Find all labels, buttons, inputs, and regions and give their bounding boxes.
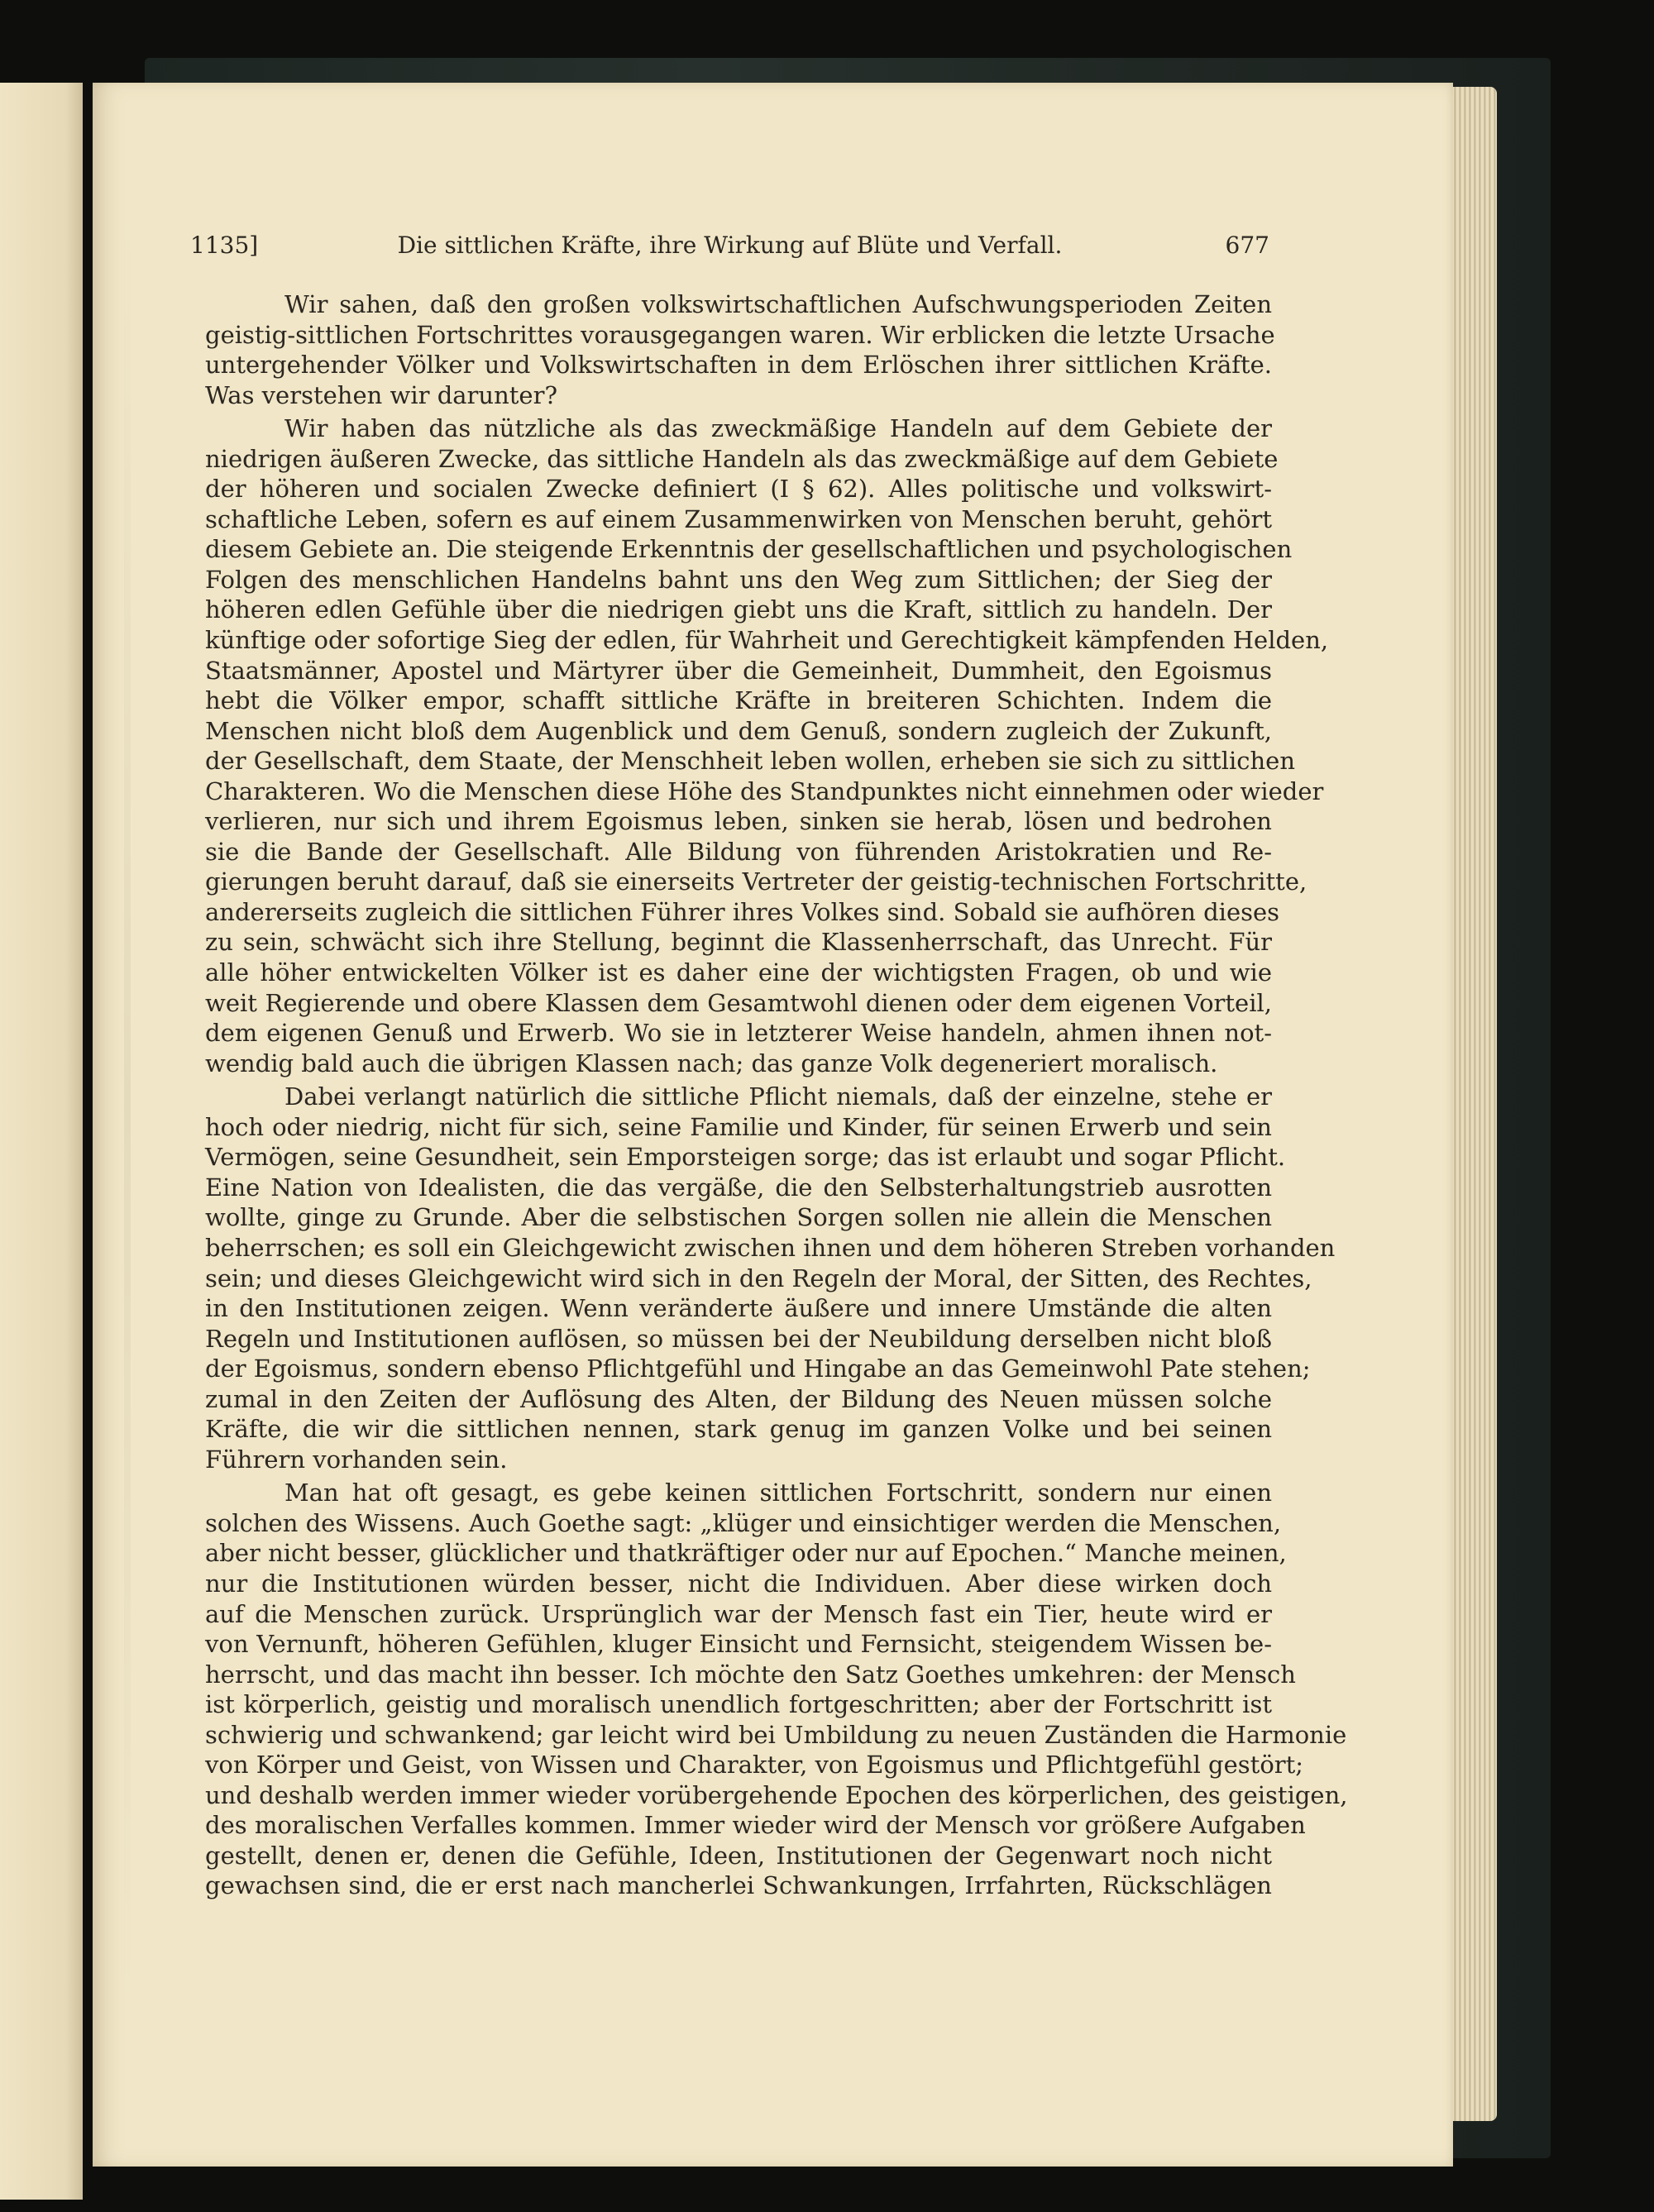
text-line: alle höher entwickelten Völker ist es daher eine der wichtigsten Fragen, ob und wie	[205, 958, 1272, 987]
gutter-shadow	[124, 198, 131, 2018]
text-line: Regeln und Institutionen auflösen, so müssen bei der Neubildung derselben nicht bloß	[205, 1324, 1272, 1353]
text-line: niedrigen äußeren Zwecke, das sittliche Handeln als das zweckmäßige auf dem Gebiete	[205, 444, 1279, 473]
text-line: künftige oder sofortige Sieg der edlen, für Wahrheit und Gerechtigkeit kämpfenden Helden,	[205, 626, 1329, 655]
running-header	[190, 223, 1269, 268]
text-line: dem eigenen Genuß und Erwerb. Wo sie in letzterer Weise handeln, ahmen ihnen not-	[205, 1019, 1272, 1048]
text-line: weit Regierende und obere Klassen dem Gesamtwohl dienen oder dem eigenen Vorteil,	[205, 988, 1272, 1017]
body-text	[205, 289, 1348, 1901]
text-line: von Vernunft, höheren Gefühlen, kluger Einsicht und Fernsicht, steigendem Wissen be-	[205, 1630, 1272, 1659]
text-line: Was verstehen wir darunter?	[205, 380, 557, 409]
text-line: hebt die Völker empor, schafft sittliche Kräfte in breiteren Schichten. Indem die	[205, 686, 1272, 715]
text-line: wollte, ginge zu Grunde. Aber die selbstischen Sorgen sollen nie allein die Menschen	[205, 1203, 1272, 1232]
text-line: und deshalb werden immer wieder vorübergehende Epochen des körperlichen, des geistigen,	[205, 1780, 1348, 1809]
text-line: gewachsen sind, die er erst nach mancherlei Schwankungen, Irrfahrten, Rückschlägen	[205, 1871, 1272, 1900]
text-line: andererseits zugleich die sittlichen Führer ihres Volkes sind. Sobald sie aufhören dieses	[205, 897, 1280, 926]
text-line: Führern vorhanden sein.	[205, 1445, 508, 1474]
text-line: höheren edlen Gefühle über die niedrigen giebt uns die Kraft, sittlich zu handeln. Der	[205, 595, 1272, 624]
text-line: Eine Nation von Idealisten, die das vergäße, die den Selbsterhaltungstrieb ausrotten	[205, 1173, 1272, 1202]
text-line: der höheren und socialen Zwecke definiert (I § 62). Alles politische und volkswirt-	[205, 475, 1272, 504]
text-line: geistig-sittlichen Fortschrittes vorausgegangen waren. Wir erblicken die letzte Ursache	[205, 320, 1275, 349]
text-line: auf die Menschen zurück. Ursprünglich war der Mensch fast ein Tier, heute wird er	[205, 1599, 1272, 1628]
text-line: Kräfte, die wir die sittlichen nennen, stark genug im ganzen Volke und bei seinen	[205, 1415, 1272, 1444]
text-line: zumal in den Zeiten der Auflösung des Alten, der Bildung des Neuen müssen solche	[205, 1384, 1272, 1413]
text-line: herrscht, und das macht ihn besser. Ich möchte den Satz Goethes umkehren: der Mensch	[205, 1660, 1296, 1689]
text-line: Staatsmänner, Apostel und Märtyrer über die Gemeinheit, Dummheit, den Egoismus	[205, 656, 1272, 685]
page-number: 677	[1225, 232, 1269, 259]
header-title: Die sittlichen Kräfte, ihre Wirkung auf Blüte und Verfall.	[397, 232, 1063, 259]
text-line: schaftliche Leben, sofern es auf einem Zusammenwirken von Menschen beruht, gehört	[205, 504, 1272, 533]
text-line: zu sein, schwächt sich ihre Stellung, beginnt die Klassenherrschaft, das Unrecht. Für	[205, 928, 1272, 957]
text-line: sein; und dieses Gleichgewicht wird sich in den Regeln der Moral, der Sitten, des Rechtes,	[205, 1264, 1312, 1292]
text-line: hoch oder niedrig, nicht für sich, seine Familie und Kinder, für seinen Erwerb und sein	[205, 1112, 1272, 1141]
text-line: Folgen des menschlichen Handelns bahnt uns den Weg zum Sittlichen; der Sieg der	[205, 565, 1272, 594]
text-line: des moralischen Verfalles kommen. Immer wieder wird der Mensch vor größere Aufgaben	[205, 1811, 1306, 1840]
text-line: Dabei verlangt natürlich die sittliche Pflicht niemals, daß der einzelne, stehe er	[284, 1082, 1272, 1111]
text-line: Vermögen, seine Gesundheit, sein Emporsteigen sorge; das ist erlaubt und sogar Pflicht.	[205, 1143, 1286, 1172]
text-line: Menschen nicht bloß dem Augenblick und dem Genuß, sondern zugleich der Zukunft,	[205, 716, 1272, 745]
text-line: Man hat oft gesagt, es gebe keinen sittlichen Fortschritt, sondern nur einen	[284, 1479, 1272, 1507]
text-line: in den Institutionen zeigen. Wenn veränderte äußere und innere Umstände die alten	[205, 1294, 1272, 1323]
text-line: wendig bald auch die übrigen Klassen nach; das ganze Volk degeneriert moralisch.	[205, 1049, 1218, 1077]
text-line: beherrschen; es soll ein Gleichgewicht zwischen ihnen und dem höheren Streben vorhanden	[205, 1233, 1336, 1262]
header-left-number: 1135]	[190, 232, 259, 259]
text-line: diesem Gebiete an. Die steigende Erkenntnis der gesellschaftlichen und psychologischen	[205, 535, 1293, 564]
text-line: sie die Bande der Gesellschaft. Alle Bildung von führenden Aristokratien und Re-	[205, 837, 1272, 866]
text-line: der Egoismus, sondern ebenso Pflichtgefühl und Hingabe an das Gemeinwohl Pate stehen;	[205, 1354, 1311, 1383]
text-line: nur die Institutionen würden besser, nicht die Individuen. Aber diese wirken doch	[205, 1569, 1272, 1598]
text-line: untergehender Völker und Volkswirtschaften in dem Erlöschen ihrer sittlichen Kräfte.	[205, 351, 1272, 380]
text-line: von Körper und Geist, von Wissen und Charakter, von Egoismus und Pflichtgefühl gestört;	[205, 1751, 1304, 1780]
left-page-edge	[0, 83, 83, 2200]
text-line: schwierig und schwankend; gar leicht wird bei Umbildung zu neuen Zuständen die Harmonie	[205, 1720, 1347, 1749]
text-line: solchen des Wissens. Auch Goethe sagt: „klüger und einsichtiger werden die Menschen,	[205, 1508, 1282, 1537]
text-line: aber nicht besser, glücklicher und thatkräftiger oder nur auf Epochen.“ Manche meinen,	[205, 1539, 1287, 1568]
text-line: der Gesellschaft, dem Staate, der Menschheit leben wollen, erheben sie sich zu sittlichen	[205, 747, 1295, 776]
text-line: gestellt, denen er, denen die Gefühle, Ideen, Institutionen der Gegenwart noch nicht	[205, 1841, 1272, 1870]
text-line: ist körperlich, geistig und moralisch unendlich fortgeschritten; aber der Fortschritt ist	[205, 1690, 1272, 1719]
text-line: Charakteren. Wo die Menschen diese Höhe des Standpunktes nicht einnehmen oder wieder	[205, 776, 1324, 805]
text-line: gierungen beruht darauf, daß sie einerseits Vertreter der geistig-technischen Fortschritte,	[205, 867, 1307, 896]
text-line: verlieren, nur sich und ihrem Egoismus leben, sinken sie herab, lösen und bedrohen	[205, 807, 1272, 836]
text-line: Wir haben das nützliche als das zweckmäßige Handeln auf dem Gebiete der	[284, 414, 1272, 443]
text-line: Wir sahen, daß den großen volkswirtschaftlichen Aufschwungsperioden Zeiten	[284, 290, 1272, 318]
